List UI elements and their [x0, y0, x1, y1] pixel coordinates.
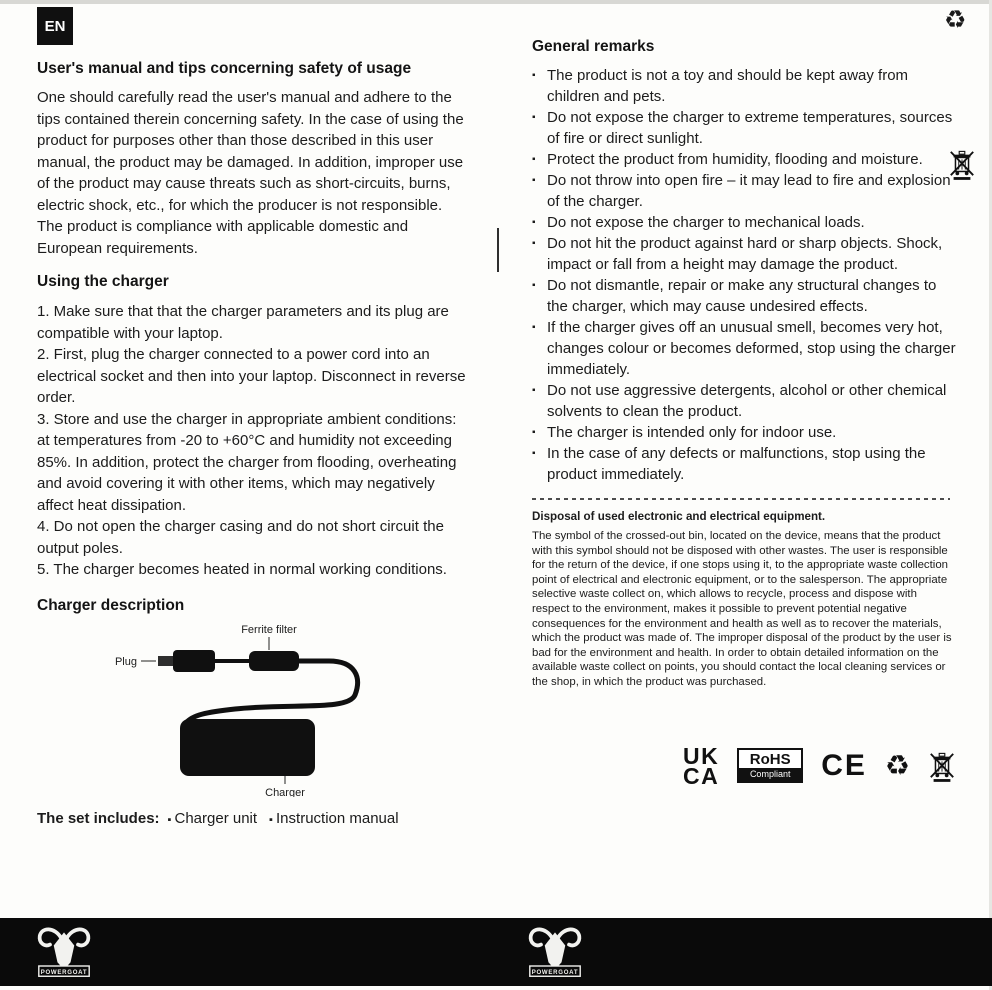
remark-item: ▪ Protect the product from humidity, flooding and moisture. [532, 149, 956, 170]
charger-body-shape [180, 719, 315, 776]
step-item: 2. First, plug the charger connected to a power cord into an electrical socket and then into your laptop. Disconnect in reverse order. [37, 346, 466, 406]
certification-marks [532, 742, 956, 789]
ukca-top-text: UK [682, 742, 720, 769]
remark-item: ▪ Do not use aggressive detergents, alcohol or other chemical solvents to clean the product. [532, 380, 956, 422]
right-column [532, 38, 956, 789]
dashed-divider [532, 498, 950, 500]
general-remarks-heading: General remarks [532, 38, 655, 55]
remark-item: ▪ Do not hit the product against hard or sharp objects. Shock, impact or fall from a height may damage the product. [532, 233, 956, 275]
powergoat-wordmark: POWERGOAT [40, 969, 88, 976]
set-includes-line [37, 810, 470, 827]
powergoat-logo [527, 923, 583, 986]
remark-item: ▪ Do not expose the charger to extreme temperatures, sources of fire or direct sunlight. [532, 107, 956, 149]
remark-item: ▪ In the case of any defects or malfunctions, stop using the product immediately. [532, 443, 956, 485]
safety-paragraph: One should carefully read the user's manual and adhere to the tips contained therein concerning safety. In the case of using the product for purposes other than those described in this user manual, the product may be damaged. In addition, improper use of the product may cause threats such as short-circuits, burns, electric shock, etc., for which the producer is not responsible. The product is compliance with applicable domestic and European requirements. [37, 89, 464, 257]
weee-bin-icon [928, 748, 956, 784]
fold-mark [497, 228, 499, 272]
remark-item: ▪ The product is not a toy and should be kept away from children and pets. [532, 65, 956, 107]
rohs-mark [737, 748, 803, 783]
ce-mark: CE [821, 748, 867, 782]
charger-diagram [37, 619, 467, 797]
ferrite-filter-shape [249, 651, 299, 671]
step-item: 3. Store and use the charger in appropriate ambient conditions: at temperatures from -20 to +60°C and humidity not exceeding 85%. In addition, protect the charger from flooding, overheating and avoid covering it with other items, which may negatively affect heat dissipation. [37, 410, 457, 514]
left-column [37, 60, 470, 827]
disposal-paragraph: The symbol of the crossed-out bin, located on the device, means that the product with this symbol should not be disposed with other wastes. The user is responsible for the return of the device, if one stops using it, to the appropriate waste collection point of electrical and electronic equipment, or to the salesperson. The appropriate selective waste collect on, which allows to recycle, process and dispose with respect to the environment, makes it possible to prevent potential negative consequences for the environment and health as well as to recover the materials, which the product was made of. The improper disposal of the product by the user is bad for the environment and health. In order to obtain detailed information on the available waste collect on points, you should contact the local cleaning services or the shop, in which the product was purchased. [532, 530, 952, 688]
step-item: 4. Do not open the charger casing and do not short circuit the output poles. [37, 518, 444, 557]
step-item: 1. Make sure that that the charger parameters and its plug are compatible with your laptop. [37, 303, 449, 342]
plug-label: Plug [114, 655, 137, 668]
ukca-bottom-text: CA [682, 762, 720, 789]
recycle-icon: ♻ [884, 749, 910, 781]
rohs-compliant-text: Compliant [739, 768, 801, 781]
powergoat-logo [36, 923, 92, 986]
set-includes-item: ▪ Charger unit [168, 810, 258, 827]
general-remarks-list [532, 65, 956, 485]
ukca-mark [682, 742, 720, 789]
powergoat-wordmark: POWERGOAT [531, 969, 579, 976]
language-badge: EN [37, 7, 73, 45]
charger-description-heading: Charger description [37, 596, 185, 614]
charger-label: Charger [265, 786, 305, 797]
plug-shape [158, 650, 215, 672]
remark-item: ▪ The charger is intended only for indoor use. [532, 422, 956, 443]
set-includes-label: The set includes: [37, 809, 160, 827]
step-item: 5. The charger becomes heated in normal working conditions. [37, 561, 447, 578]
remark-item: ▪ Do not dismantle, repair or make any structural changes to the charger, which may cause undesired effects. [532, 275, 956, 317]
recycle-icon-top: ♻ [944, 6, 967, 34]
safety-heading: User's manual and tips concerning safety of usage [37, 60, 412, 77]
disposal-heading: Disposal of used electronic and electrical equipment. [532, 510, 826, 523]
remark-item: ▪ If the charger gives off an unusual smell, becomes very hot, changes colour or becomes deformed, stop using the charger immediately. [532, 317, 956, 380]
remark-item: ▪ Do not throw into open fire – it may lead to fire and explosion of the charger. [532, 170, 956, 212]
scan-edge-top [0, 0, 992, 4]
using-charger-heading: Using the charger [37, 273, 169, 290]
rohs-text: RoHS [749, 751, 791, 769]
ferrite-filter-label: Ferrite filter [241, 623, 297, 636]
remark-item: ▪ Do not expose the charger to mechanical loads. [532, 212, 956, 233]
using-steps [37, 301, 470, 581]
footer-brand-bar [0, 918, 992, 986]
set-includes-item: ▪ Instruction manual [269, 810, 399, 827]
